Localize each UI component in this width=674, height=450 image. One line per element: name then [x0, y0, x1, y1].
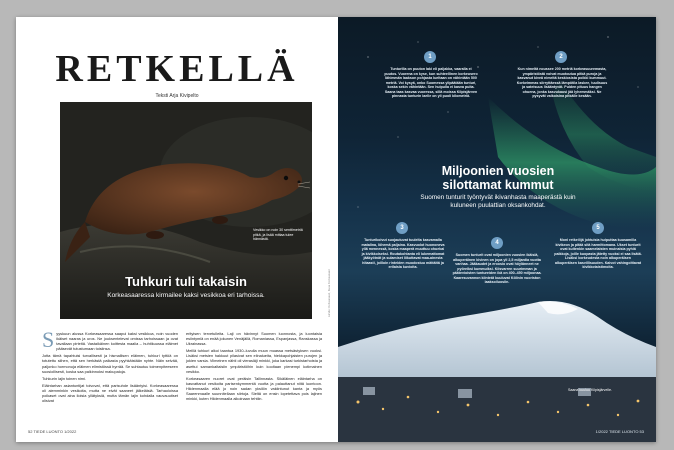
- body-paragraph: Tuhkurin lajin toinen nimi.: [42, 375, 86, 381]
- photo-caption: Vesikko on noin 30 senttimetriä pitkä, ja lisää mittaa tulee hännästä.: [253, 228, 303, 242]
- left-page: [16, 17, 338, 442]
- body-paragraph: Eläintarhan asiantuntijat toivovat, että parisuhde lisääntyisi. Korkeasaaressa oli aiemminkin vesikoita, mutta ne eivät saaneet jälkeläisiä. Tarhaoloissa poikaset ovat aina iloisia yllätyksiä, mutta tämän lajin kohdalla vauvauutiset olisivat: [42, 382, 178, 404]
- magazine-spread: [16, 17, 656, 442]
- feature-title: [398, 164, 598, 192]
- article-subhead: Korkeasaaressa kirmailee kaksi vesikkoa eri tarhoissa.: [107, 292, 265, 299]
- page-folio-right: 1/2022 TIEDE LUONTO 53: [595, 429, 644, 434]
- body-paragraph: Korkeasaaren nuoret ovat peräisin Tallinnasta. Sikäläinen eläintarha on kasvattanut vesikoita parisenkymmentä vuotta ja palauttanut niitä luontoon. Hiidenmaalla elää jo noin sadan yksilön vakiintunut kanta ja myös Saarenmaalle suunnitellaan siirtoja. Sieltä on ensin lopetettava pois lajinen minkki, kuten Hiidenmaalla aikoinaan tehtiin.: [186, 375, 322, 402]
- body-column-1: [42, 327, 178, 405]
- fact-text-4: Suomen tunturit ovat miljoonien vuosien ikäisiä, alkuperäinen kivinen on jopa yli 2,5 miljardia vuotta vanhaa. Jääkaudet ja eroosio ovat höylänneet ne pyöreiksi kummuiksi. Kiisvarren suurimman ja päätevioisten tuntureiden ikä on 400–450 miljoonaa. Kaaresuvannon kiinteät kuuluvat Kölinin vuoriston laaksoiluosiin.: [452, 253, 542, 284]
- feature-title-line-1: Miljoonien vuosien: [441, 164, 555, 178]
- byline: Teksti Arja Kivipelto: [155, 93, 199, 99]
- body-column-2: [186, 331, 322, 405]
- body-paragraph: Jotta tämä tapahtuisi turvallisesti ja hismallisen eläimen, tuhkuri tyttöä on totutettu siihen, että sen herkästä paikasta pyyhkäistään nyhte. Näin selvää, paljonko hormonuja eläimen elimistössä hyrrää. Se suhtautuu toimenpiteeseen suosiollisesti, koska saa palkinnoksi makupaloja.: [42, 353, 178, 374]
- fact-number-2: 2: [555, 51, 567, 63]
- fact-number-1: 1: [424, 51, 436, 63]
- fact-text-3: Tunturikoivut suojautuvat tuulelta kasvamalla matalina, löhemä paljaina. Kasvuolot huononeva yllä mennessä, koska maaperä muuttuu ohuekai ja kivikkoiseksi. Routakohtanta eli lukemattomat jääkyötnät ja sulamiset liikuttavat maa-ainesta hitaasti, joilloin rinteiden muodostuu mättäitä ja erilaisia kuvioita.: [361, 238, 445, 269]
- mink-photo: [60, 102, 312, 319]
- article-headline: Tuhkuri tuli takaisin: [125, 274, 247, 289]
- article-body: [42, 327, 322, 405]
- fact-number-5: 5: [592, 222, 604, 234]
- fact-number-3: 3: [396, 222, 408, 234]
- fact-text-5: Moni retkeilijä johtuisia huiputtaa kuusamilla kivikeon ja pitää sitä harmittomana. Ukset tunturit ovat kuitenkin saamelaisten muinaisia pyhiä paikkoja, joille kuopasta jätetty vuoksi ei saa lisätä. Lisäksi korkeudesta noin alkuperäisen alkuperäisen kasvillisuuden. Kaivot vahingoittavat kivikkotaistimoita.: [554, 238, 642, 269]
- photo-credits: Lähde: Korkeasaari, Kuva Korkeasaari: [327, 269, 331, 317]
- section-title: RETKELLÄ: [55, 48, 299, 90]
- fact-text-1: Tunturilla on puuton laki eli paljakka, vaaralla ei puutos. Vuorena on kyse, kun suhteellinen korkeusero lähimmän laakson pohjasta lueltaan on vähintään 500 metriä. Voi kysyä, onko Suomessa ylipäätään tunturi, koska sekin vähintään. Sen huipulla ei kasva puita. Saana taas kasvaa vuoressa, sillä moissa Kilpisjärven pinnasta tunturin laelle on yli puoli kilometriä.: [384, 67, 478, 98]
- page-folio-left: 52 TIEDE LUONTO 1/2022: [28, 429, 77, 434]
- body-paragraph: erityisen tervetulleita. Laji on hävinnyt Suomen luonnosta, ja luontaisia esiintymiä on enää jokunen Venäjällä, Romaniassa, Espanjassa, Ranskassa ja Ukrainassa.: [186, 331, 322, 347]
- fact-text-2: Kun nimeltä noussee 200 metriä korkeasuuremasta, ympäristöstä voivat muotoutua pitkä puroja ja kasvanut kiveä nimeltä keskiosista poikki kummuut. Korkeimmas siirryttäessä lämpötila laskee, tuulisuus ja sateisuus lisääntyvät. Puiden pituus hangen ohuena, jonka kasvukausi jää lyhemmäksi. Ne pysyvät valkoisina pitkälle kesään.: [516, 67, 608, 98]
- body-paragraph: Meillä tuhkuri alkoi taantua 1930–luvulla muun muassa metsästyksen vuoksi. Lisäksi metsien hakkuut pilasivat sen elinalueita, hiekkapohjaisten purojen ja jokien varsia. Viimeinen nähti oli vierasläji minkki, joka karkasi turkistarhoista ja asettui samankaltaisiin ympäristöihin kuin kooltaan pienempi kotimainen vesikko.: [186, 348, 322, 374]
- feature-title-line-2: silottamat kummut: [442, 178, 554, 192]
- right-page: [338, 17, 656, 442]
- body-paragraph: Syyskuun alussa Korkeasaaressa saapui kaksi vesikkoa, noin vuoden ikäiset naaras ja uros. Ne jouksentelevat omissa tarhoissaan ja ovat tavallaan pirteitä. Vastaikäinen koittesta maalia – huhtikuussa eläimet pääsevät tutustumaan toisiinsa.: [42, 327, 178, 352]
- fact-number-4: 4: [491, 237, 503, 249]
- feature-deck: Suomen tunturit työntyvät ikivanhasta maaperästä kuin kuluneen puulattian oksankohdat.: [420, 194, 576, 209]
- drop-cap: S: [42, 327, 55, 352]
- landscape-caption: Saana kuuluu Kilpisjärvelle.: [568, 388, 612, 392]
